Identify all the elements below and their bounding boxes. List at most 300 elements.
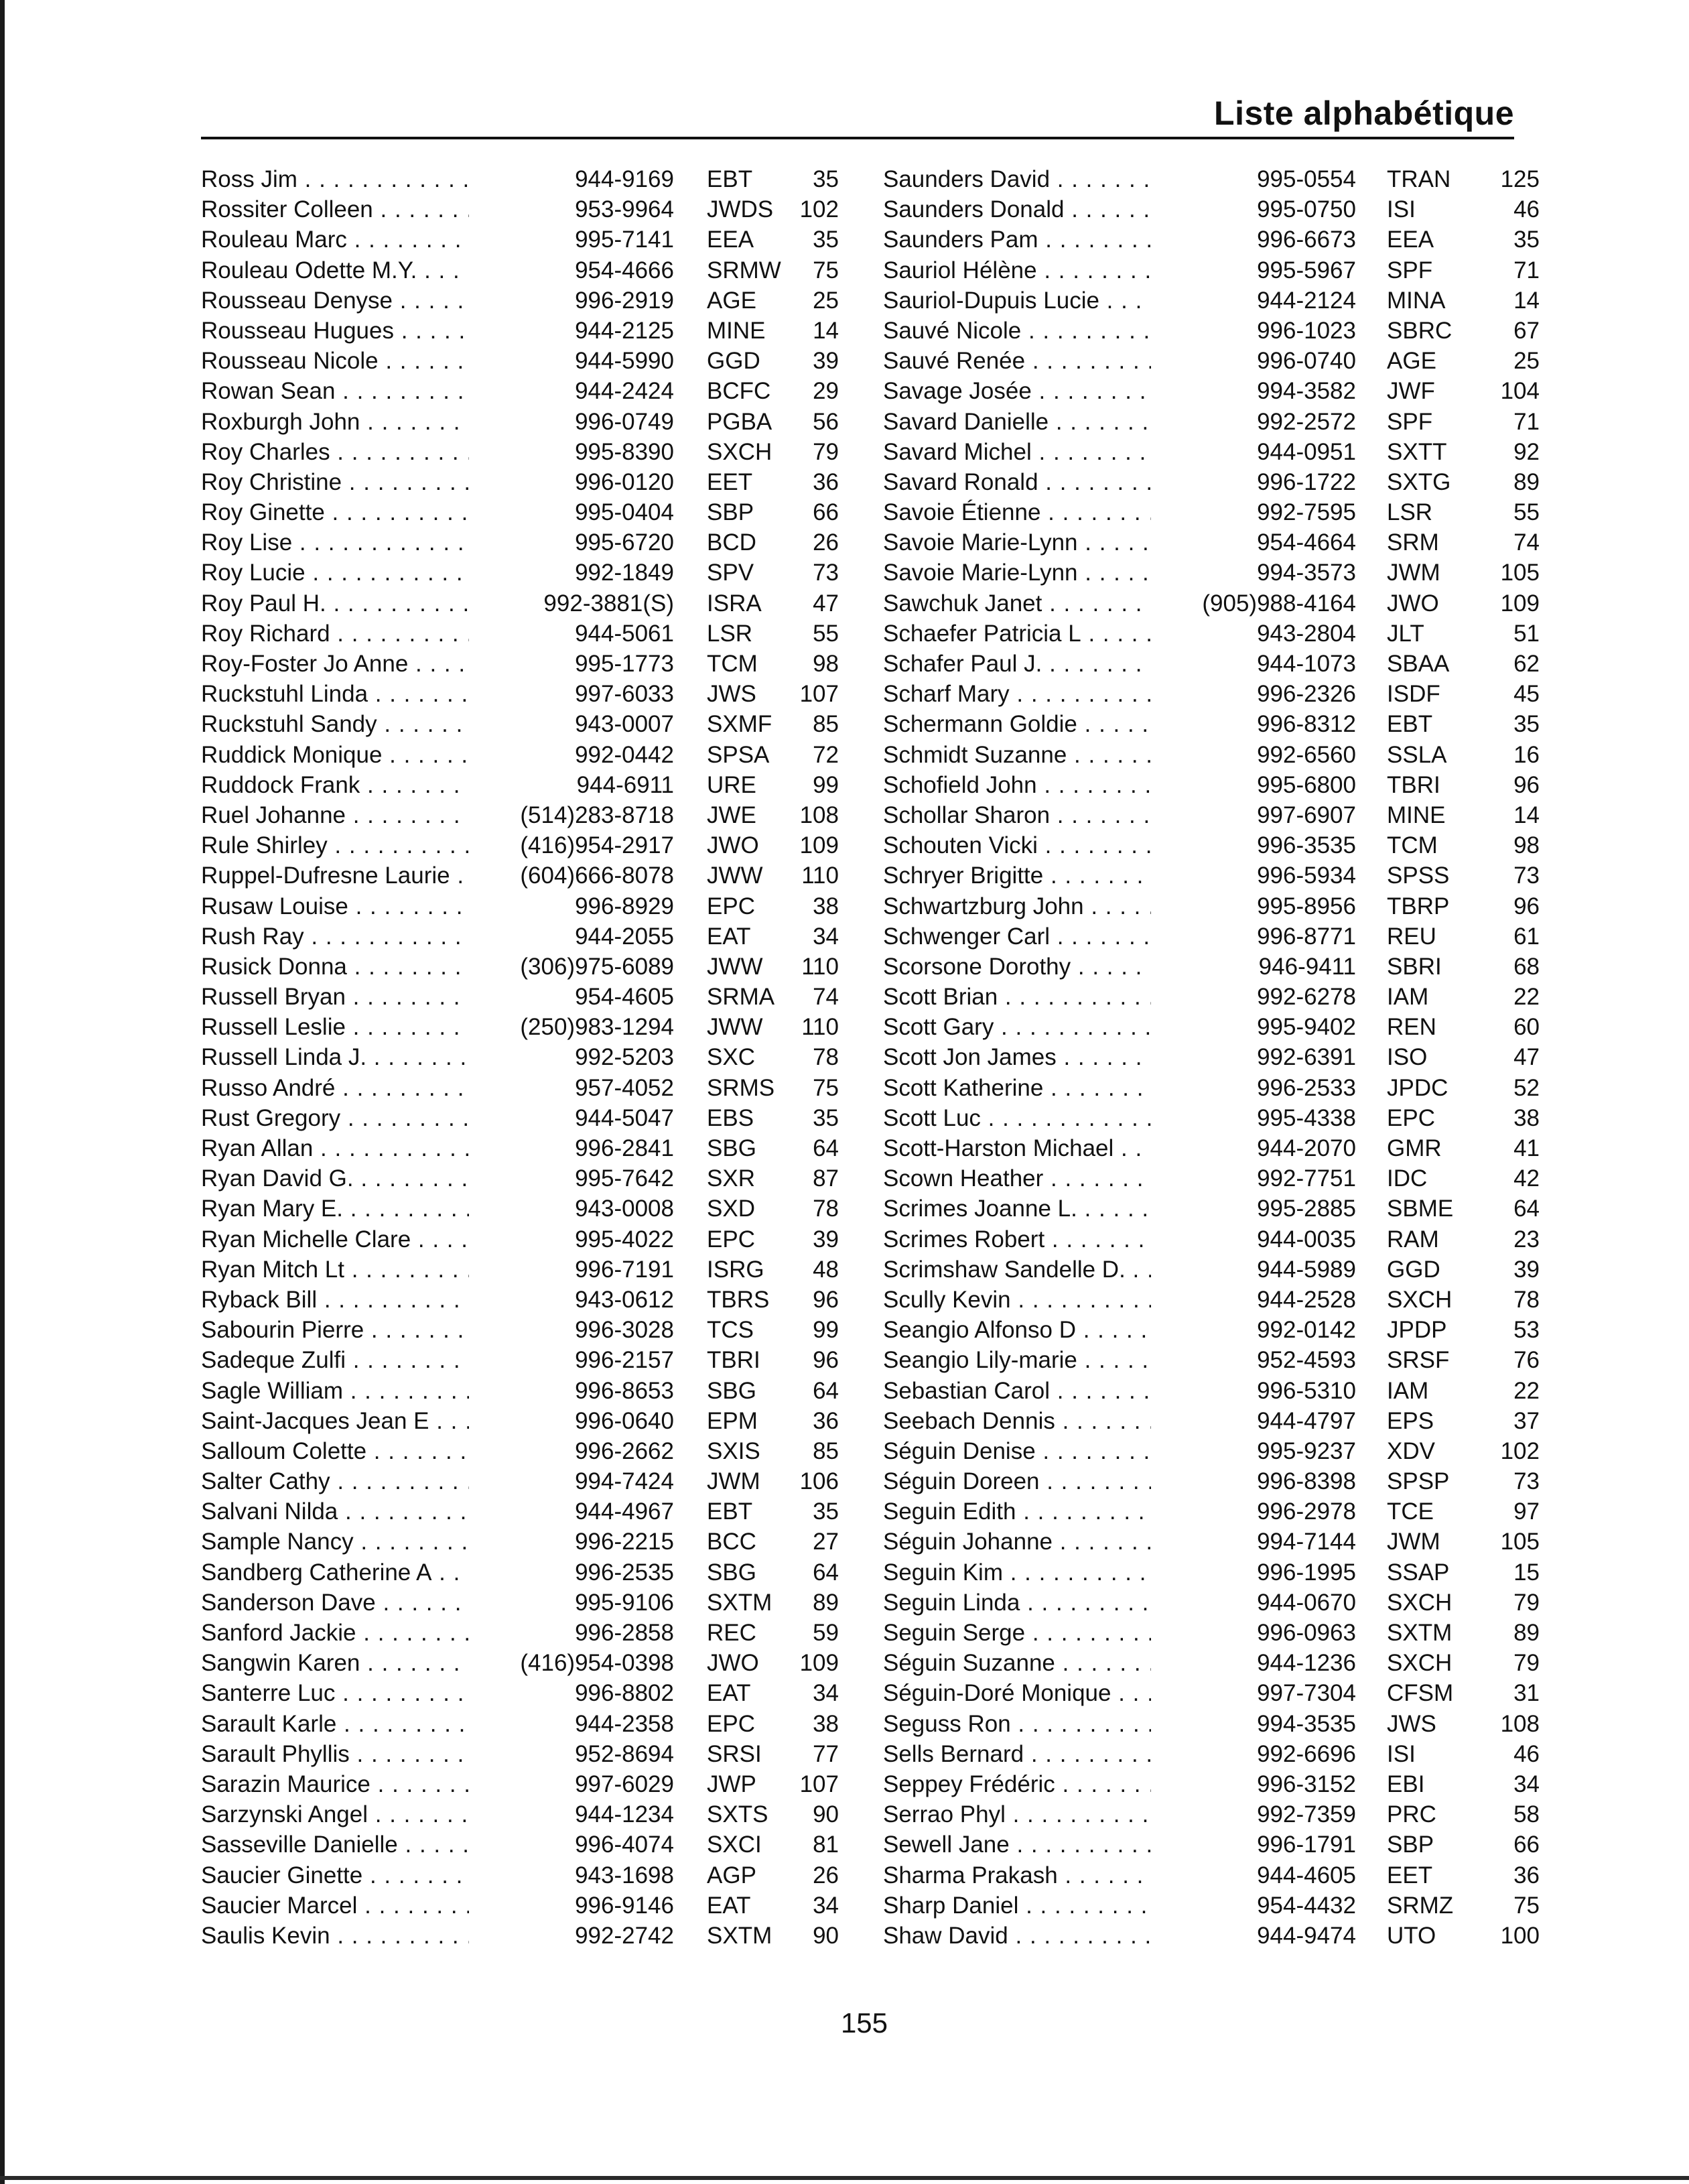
entry-phone: 943-0008: [469, 1194, 674, 1224]
entry-phone: (416)954-0398: [469, 1648, 674, 1678]
entry-name-text: Ruckstuhl Linda: [201, 681, 368, 708]
entry-phone: 992-2742: [469, 1921, 674, 1951]
entry-room-number: 14: [1513, 801, 1540, 828]
entry-name-text: Scown Heather: [883, 1165, 1044, 1192]
entry-phone: 995-9237: [1151, 1436, 1356, 1466]
entry-name-text: Schwartzburg John: [883, 893, 1084, 919]
entry-phone: 994-7144: [1151, 1527, 1356, 1557]
entry-phone: 996-1791: [1151, 1829, 1356, 1860]
entry-room-number: 108: [799, 801, 839, 828]
entry-code: EPC: [1387, 1104, 1435, 1131]
entry-room-number: 90: [813, 1801, 839, 1828]
entry-phone: 952-4593: [1151, 1345, 1356, 1375]
entry-name-text: Sanderson Dave: [201, 1589, 376, 1616]
entry-phone: 992-6278: [1151, 982, 1356, 1012]
entry-room-number: 125: [1500, 166, 1540, 192]
entry-name-text: Seguin Kim: [883, 1559, 1003, 1586]
entry-code: AGP: [707, 1862, 756, 1888]
entry-code: SRM: [1387, 529, 1439, 556]
entry-name-text: Schouten Vicki: [883, 832, 1038, 859]
entry-name-text: Scott Jon James: [883, 1044, 1057, 1071]
entry-code: EBT: [707, 1498, 753, 1525]
entry-name-text: Ruppel-Dufresne Laurie: [201, 862, 450, 889]
entry-name-text: Saint-Jacques Jean E: [201, 1407, 429, 1434]
entry-phone: (905)988-4164: [1151, 588, 1356, 619]
entry-phone: 996-0740: [1151, 346, 1356, 376]
entry-name-text: Ryan Mitch Lt: [201, 1256, 344, 1283]
entry-name-text: Séguin Suzanne: [883, 1650, 1055, 1677]
entry-name: [201, 952, 506, 982]
entry-phone: 944-5047: [469, 1103, 674, 1133]
entry-room-number: 71: [1513, 408, 1540, 435]
entry-name-text: Schafer Paul J.: [883, 651, 1042, 677]
entry-code: JWO: [707, 1650, 759, 1677]
entry-code: PRC: [1387, 1801, 1436, 1828]
entry-name-text: Sasseville Danielle: [201, 1832, 398, 1858]
entry-name-text: Ryback Bill: [201, 1286, 318, 1313]
entry-room-number: 22: [1513, 1377, 1540, 1404]
entry-name: [201, 1012, 506, 1042]
entry-name-text: Savoie Marie-Lynn: [883, 529, 1078, 556]
entry-room-number: 25: [813, 287, 839, 314]
entry-code: ISO: [1387, 1044, 1428, 1071]
entry-phone: 944-0951: [1151, 437, 1356, 467]
entry-name-text: Schaefer Patricia L: [883, 620, 1081, 647]
entry-name-text: Ruckstuhl Sandy: [201, 711, 377, 738]
entry-name-text: Séguin Johanne: [883, 1529, 1053, 1555]
entry-name-text: Ross Jim: [201, 166, 297, 192]
entry-phone: 996-2841: [469, 1133, 674, 1163]
entry-room-number: 14: [813, 317, 839, 344]
entry-room-number: 26: [813, 529, 839, 556]
entry-code: JWS: [707, 681, 756, 708]
entry-name-text: Scharf Mary: [883, 681, 1010, 708]
entry-code: SXTT: [1387, 438, 1447, 465]
entry-name-text: Saunders Pam: [883, 227, 1038, 253]
entry-room-number: 105: [1500, 1529, 1540, 1555]
entry-code: LSR: [1387, 499, 1433, 526]
page-header: [201, 86, 1514, 139]
entry-phone: 996-9146: [469, 1890, 674, 1921]
entry-code: LSR: [707, 620, 753, 647]
entry-name-text: Seguss Ron: [883, 1710, 1011, 1737]
entry-phone: 994-3582: [1151, 376, 1356, 406]
entry-room-number: 78: [813, 1044, 839, 1071]
entry-room-number: 109: [1500, 590, 1540, 617]
entry-code: PGBA: [707, 408, 772, 435]
entry-phone: 944-2424: [469, 376, 674, 406]
entry-room-number: 105: [1500, 560, 1540, 586]
entry-code: AGE: [1387, 348, 1436, 375]
entry-phone: 996-2326: [1151, 679, 1356, 709]
entry-name-text: Rush Ray: [201, 923, 304, 950]
entry-phone: 995-2885: [1151, 1194, 1356, 1224]
entry-code: SBP: [707, 499, 754, 526]
entry-room-number: 67: [1513, 317, 1540, 344]
entry-phone: 996-8771: [1151, 921, 1356, 952]
entry-code: CFSM: [1387, 1680, 1454, 1707]
entry-phone: 995-8390: [469, 437, 674, 467]
entry-code: SSLA: [1387, 741, 1447, 768]
entry-code: IAM: [1387, 1377, 1429, 1404]
entry-name-text: Savard Michel: [883, 438, 1032, 465]
entry-code: EBI: [1387, 1771, 1425, 1797]
entry-name-text: Schwenger Carl: [883, 923, 1050, 950]
entry-room-number: 34: [1513, 1771, 1540, 1797]
entry-room-number: 61: [1513, 923, 1540, 950]
entry-code: SBME: [1387, 1196, 1454, 1222]
entry-code: SPV: [707, 560, 754, 586]
entry-phone: (306)975-6089: [469, 952, 674, 982]
entry-code: SBRI: [1387, 953, 1442, 980]
entry-code: JWE: [707, 801, 756, 828]
entry-name-text: Ryan David G.: [201, 1165, 354, 1192]
entry-room-number: 34: [813, 1680, 839, 1707]
entry-name-text: Roy Paul H.: [201, 590, 326, 617]
entry-code: EAT: [707, 1892, 751, 1919]
entry-code: JWW: [707, 1014, 763, 1041]
entry-name-text: Sanford Jackie: [201, 1620, 356, 1646]
entry-name-text: Roxburgh John: [201, 408, 360, 435]
entry-code: BCD: [707, 529, 756, 556]
entry-name-text: Seebach Dennis: [883, 1407, 1055, 1434]
entry-code: EBS: [707, 1104, 754, 1131]
entry-name-text: Schofield John: [883, 771, 1037, 798]
entry-room-number: 99: [813, 771, 839, 798]
entry-room-number: 35: [1513, 711, 1540, 738]
entry-phone: 944-0670: [1151, 1588, 1356, 1618]
entry-name-text: Rouleau Odette M.Y.: [201, 257, 417, 283]
entry-phone: 954-4432: [1151, 1890, 1356, 1921]
entry-room-number: 66: [813, 499, 839, 526]
entry-room-number: 38: [813, 1710, 839, 1737]
entry-phone: 944-2528: [1151, 1285, 1356, 1315]
entry-phone: 996-5310: [1151, 1376, 1356, 1406]
entry-room-number: 58: [1513, 1801, 1540, 1828]
entry-code: SXD: [707, 1196, 755, 1222]
entry-room-number: 36: [813, 468, 839, 495]
entry-room-number: 59: [813, 1620, 839, 1646]
entry-room-number: 73: [1513, 862, 1540, 889]
entry-room-number: 89: [1513, 468, 1540, 495]
entry-name-text: Schmidt Suzanne: [883, 741, 1067, 768]
entry-name-text: Russo André: [201, 1074, 336, 1101]
entry-phone: (514)283-8718: [469, 800, 674, 830]
entry-room-number: 34: [813, 1892, 839, 1919]
entry-code: SRMS: [707, 1074, 775, 1101]
entry-room-number: 100: [1500, 1922, 1540, 1949]
entry-code: SRMA: [707, 984, 775, 1011]
entry-name-text: Seangio Alfonso D: [883, 1317, 1076, 1344]
entry-room-number: 64: [813, 1135, 839, 1161]
entry-phone: 997-7304: [1151, 1678, 1356, 1708]
entry-room-number: 64: [1513, 1196, 1540, 1222]
entry-room-number: 37: [1513, 1407, 1540, 1434]
entry-phone: 996-0640: [469, 1406, 674, 1436]
entry-phone: 944-4605: [1151, 1860, 1356, 1890]
entry-name-text: Rouleau Marc: [201, 227, 347, 253]
entry-phone: 996-7191: [469, 1255, 674, 1285]
entry-phone: 944-4967: [469, 1496, 674, 1527]
entry-code: IDC: [1387, 1165, 1428, 1192]
entry-room-number: 29: [813, 378, 839, 405]
entry-room-number: 68: [1513, 953, 1540, 980]
entry-room-number: 35: [1513, 227, 1540, 253]
entry-room-number: 35: [813, 1498, 839, 1525]
entry-room-number: 73: [813, 560, 839, 586]
entry-room-number: 85: [813, 1437, 839, 1464]
entry-code: JWS: [1387, 1710, 1436, 1737]
entry-name-text: Rousseau Hugues: [201, 317, 394, 344]
entry-code: JWP: [707, 1771, 756, 1797]
entry-name-text: Ruddock Frank: [201, 771, 360, 798]
entry-room-number: 22: [1513, 984, 1540, 1011]
entry-code: ISDF: [1387, 681, 1440, 708]
entry-room-number: 98: [813, 651, 839, 677]
entry-name-text: Roy Lise: [201, 529, 293, 556]
entry-room-number: 78: [1513, 1286, 1540, 1313]
entry-phone: (604)666-8078: [469, 860, 674, 891]
entry-phone: 995-6800: [1151, 770, 1356, 800]
entry-room-number: 60: [1513, 1014, 1540, 1041]
entry-name-text: Rusick Donna: [201, 953, 347, 980]
entry-code: TBRP: [1387, 893, 1450, 919]
entry-phone: 954-4605: [469, 982, 674, 1012]
entry-phone: 943-1698: [469, 1860, 674, 1890]
entry-phone: 996-2535: [469, 1557, 674, 1588]
entry-name-text: Sarzynski Angel: [201, 1801, 368, 1828]
entry-room-number: 39: [1513, 1256, 1540, 1283]
entry-code: JWO: [1387, 590, 1439, 617]
entry-phone: 996-0749: [469, 407, 674, 437]
entry-code: EAT: [707, 923, 751, 950]
entry-phone: 944-0035: [1151, 1224, 1356, 1255]
entry-phone: 992-1849: [469, 558, 674, 588]
entry-phone: 952-8694: [469, 1739, 674, 1769]
entry-name-text: Rossiter Colleen: [201, 196, 373, 223]
entry-room-number: 75: [813, 257, 839, 283]
entry-room-number: 110: [801, 862, 839, 889]
entry-room-number: 71: [1513, 257, 1540, 283]
entry-name-text: Sells Bernard: [883, 1740, 1024, 1767]
entry-name-text: Roy Richard: [201, 620, 330, 647]
entry-name-text: Saucier Marcel: [201, 1892, 358, 1919]
entry-phone: 946-9411: [1151, 952, 1356, 982]
entry-name-text: Saunders David: [883, 166, 1051, 192]
entry-code: BCFC: [707, 378, 771, 405]
entry-name-text: Savoie Marie-Lynn: [883, 560, 1078, 586]
entry-phone: 996-0963: [1151, 1618, 1356, 1648]
entry-room-number: 104: [1500, 378, 1540, 405]
entry-name-text: Ryan Michelle Clare: [201, 1226, 411, 1252]
entry-phone: 943-0612: [469, 1285, 674, 1315]
entry-room-number: 96: [813, 1347, 839, 1374]
entry-room-number: 52: [1513, 1074, 1540, 1101]
entry-name-text: Saunders Donald: [883, 196, 1065, 223]
entry-room-number: 87: [813, 1165, 839, 1192]
entry-phone: 944-5990: [469, 346, 674, 376]
entry-phone: 996-2662: [469, 1436, 674, 1466]
entry-name-text: Russell Bryan: [201, 984, 346, 1011]
entry-room-number: 36: [813, 1407, 839, 1434]
entry-phone: 995-5967: [1151, 255, 1356, 285]
entry-room-number: 56: [813, 408, 839, 435]
entry-name-text: Sarault Phyllis: [201, 1740, 350, 1767]
entry-code: JWDS: [707, 196, 774, 223]
entry-room-number: 62: [1513, 651, 1540, 677]
entry-phone: 954-4666: [469, 255, 674, 285]
entry-room-number: 73: [1513, 1468, 1540, 1495]
entry-code: EPM: [707, 1407, 758, 1434]
entry-code: JLT: [1387, 620, 1424, 647]
entry-code: GGD: [707, 348, 760, 375]
entry-name-text: Rousseau Nicole: [201, 348, 379, 375]
entry-code: SRSI: [707, 1740, 762, 1767]
entry-code: MINE: [707, 317, 766, 344]
entry-phone: 944-2055: [469, 921, 674, 952]
entry-code: ISI: [1387, 196, 1416, 223]
entry-room-number: 35: [813, 1104, 839, 1131]
entry-name-text: Serrao Phyl: [883, 1801, 1006, 1828]
entry-room-number: 102: [1500, 1437, 1540, 1464]
entry-room-number: 96: [813, 1286, 839, 1313]
entry-code: TCM: [707, 651, 758, 677]
entry-name-text: Roy Ginette: [201, 499, 325, 526]
entry-room-number: 109: [799, 832, 839, 859]
entry-phone: 943-2804: [1151, 619, 1356, 649]
entry-phone: 997-6907: [1151, 800, 1356, 830]
entry-code: GMR: [1387, 1135, 1442, 1161]
page-bottom-edge: [0, 2176, 1689, 2180]
entry-code: MINE: [1387, 801, 1446, 828]
entry-phone: 996-1995: [1151, 1557, 1356, 1588]
entry-code: GGD: [1387, 1256, 1440, 1283]
entry-code: REC: [707, 1620, 756, 1646]
entry-room-number: 74: [1513, 529, 1540, 556]
entry-room-number: 31: [1513, 1680, 1540, 1707]
entry-room-number: 79: [1513, 1650, 1540, 1677]
entry-room-number: 89: [813, 1589, 839, 1616]
entry-name-text: Salloum Colette: [201, 1437, 367, 1464]
entry-phone: 944-6911: [469, 770, 674, 800]
entry-phone: 995-6720: [469, 527, 674, 558]
entry-room-number: 96: [1513, 893, 1540, 919]
entry-phone: 996-2978: [1151, 1496, 1356, 1527]
entry-name-text: Seguin Serge: [883, 1620, 1026, 1646]
entry-phone: 992-6391: [1151, 1042, 1356, 1072]
entry-code: EPS: [1387, 1407, 1434, 1434]
entry-code: TRAN: [1387, 166, 1451, 192]
entry-phone: 944-9169: [469, 164, 674, 194]
entry-room-number: 109: [799, 1650, 839, 1677]
entry-phone: 953-9964: [469, 194, 674, 224]
entry-room-number: 110: [801, 1014, 839, 1041]
entry-room-number: 75: [813, 1074, 839, 1101]
entry-code: TCM: [1387, 832, 1438, 859]
entry-name-text: Schollar Sharon: [883, 801, 1051, 828]
entry-room-number: 45: [1513, 681, 1540, 708]
entry-phone: 996-2215: [469, 1527, 674, 1557]
entry-phone: 996-2919: [469, 285, 674, 316]
entry-code: JWM: [707, 1468, 760, 1495]
entry-name-text: Schryer Brigitte: [883, 862, 1044, 889]
entry-phone: 995-4338: [1151, 1103, 1356, 1133]
entry-room-number: 23: [1513, 1226, 1540, 1252]
entry-code: EPC: [707, 1226, 755, 1252]
entry-code: SXCI: [707, 1832, 762, 1858]
entry-phone: 944-2124: [1151, 285, 1356, 316]
entry-name-text: Sagle William: [201, 1377, 343, 1404]
entry-code: SXCH: [1387, 1286, 1452, 1313]
entry-room-number: 81: [813, 1832, 839, 1858]
entry-code: EPC: [707, 893, 755, 919]
entry-room-number: 79: [1513, 1589, 1540, 1616]
entry-code: SPSS: [1387, 862, 1450, 889]
entry-code: JPDP: [1387, 1317, 1447, 1344]
entry-phone: 994-3573: [1151, 558, 1356, 588]
entry-name-text: Séguin Denise: [883, 1437, 1036, 1464]
entry-name-text: Shaw David: [883, 1922, 1008, 1949]
entry-phone: 996-4074: [469, 1829, 674, 1860]
entry-name-text: Russell Linda J.: [201, 1044, 367, 1071]
entry-code: SXIS: [707, 1437, 760, 1464]
entry-name-text: Savard Danielle: [883, 408, 1049, 435]
entry-room-number: 42: [1513, 1165, 1540, 1192]
entry-name-text: Ryan Allan: [201, 1135, 314, 1161]
entry-code: XDV: [1387, 1437, 1435, 1464]
entry-name-text: Sangwin Karen: [201, 1650, 360, 1677]
entry-code: EET: [1387, 1862, 1433, 1888]
entry-phone: 944-1234: [469, 1799, 674, 1829]
entry-phone: 995-0404: [469, 497, 674, 527]
entry-name-text: Scully Kevin: [883, 1286, 1011, 1313]
entry-phone: 995-7642: [469, 1163, 674, 1194]
entry-name-text: Seguin Linda: [883, 1589, 1020, 1616]
entry-code: ISRA: [707, 590, 762, 617]
entry-room-number: 98: [1513, 832, 1540, 859]
entry-code: SSAP: [1387, 1559, 1450, 1586]
entry-code: TBRI: [1387, 771, 1440, 798]
entry-room-number: 46: [1513, 1740, 1540, 1767]
entry-phone: 996-2858: [469, 1618, 674, 1648]
entry-phone: 996-3028: [469, 1315, 674, 1345]
entry-room-number: 47: [1513, 1044, 1540, 1071]
entry-room-number: 35: [813, 166, 839, 192]
entry-code: IAM: [1387, 984, 1429, 1011]
entry-phone: 992-7359: [1151, 1799, 1356, 1829]
entry-code: TCS: [707, 1317, 754, 1344]
entry-room-number: 74: [813, 984, 839, 1011]
entry-code: EET: [707, 468, 753, 495]
entry-name-text: Saulis Kevin: [201, 1922, 330, 1949]
entry-name-text: Salvani Nilda: [201, 1498, 338, 1525]
entry-name-text: Sandberg Catherine A: [201, 1559, 432, 1586]
entry-name-text: Scott Katherine: [883, 1074, 1044, 1101]
entry-room-number: 27: [813, 1529, 839, 1555]
entry-name-text: Savage Josée: [883, 378, 1032, 405]
entry-phone: 996-5934: [1151, 860, 1356, 891]
entry-room-number: 51: [1513, 620, 1540, 647]
page-title: Liste alphabétique: [1214, 94, 1514, 132]
entry-name-text: Sharp Daniel: [883, 1892, 1019, 1919]
entry-room-number: 97: [1513, 1498, 1540, 1525]
entry-name-text: Seguin Edith: [883, 1498, 1016, 1525]
entry-code: SXR: [707, 1165, 755, 1192]
entry-name-text: Seppey Frédéric: [883, 1771, 1055, 1797]
entry-name-text: Russell Leslie: [201, 1014, 346, 1041]
entry-code: SXC: [707, 1044, 755, 1071]
entry-phone: 996-1023: [1151, 316, 1356, 346]
